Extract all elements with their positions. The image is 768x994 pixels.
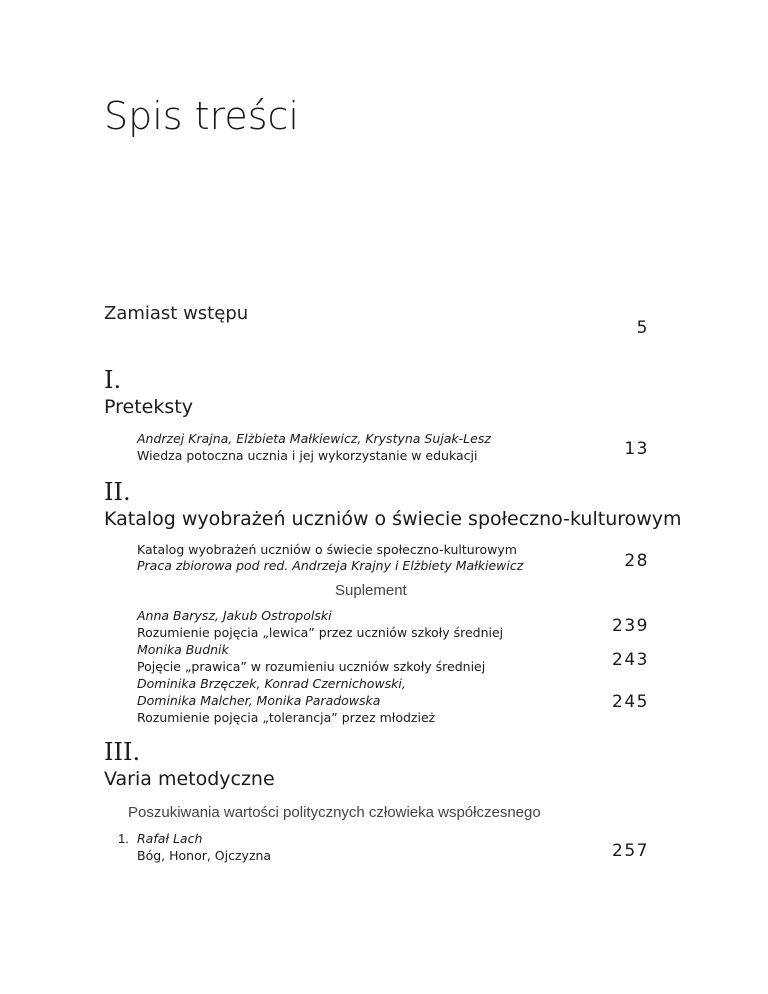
part2-title: Katalog wyobrażeń uczniów o świecie społeczno-kulturowym — [104, 508, 682, 530]
part1-entry-page: 13 — [624, 439, 649, 459]
supplement-1-page: 239 — [612, 616, 649, 636]
supplement-3-authors-line1: Dominika Brzęczek, Konrad Czernichowski, — [137, 676, 406, 691]
supplement-3-page: 245 — [612, 692, 649, 712]
intro-page: 5 — [636, 318, 649, 338]
part1-numeral: I. — [104, 366, 122, 394]
part1-entry-authors: Andrzej Krajna, Elżbieta Małkiewicz, Krystyna Sujak-Lesz — [137, 431, 491, 446]
part1-title: Preteksty — [104, 396, 193, 418]
supplement-3-title: Rozumienie pojęcia „tolerancja” przez młodzież — [137, 710, 436, 725]
supplement-1-authors: Anna Barysz, Jakub Ostropolski — [137, 608, 332, 623]
supplement-1-title: Rozumienie pojęcia „lewica” przez uczniów szkoły średniej — [137, 625, 504, 640]
part3-entry-authors: Rafał Lach — [137, 831, 203, 846]
supplement-2-title: Pojęcie „prawica” w rozumieniu uczniów szkoły średniej — [137, 659, 486, 674]
part2-entry-page: 28 — [624, 551, 649, 571]
supplement-label: Suplement — [335, 582, 407, 599]
part3-numeral: III. — [104, 738, 141, 766]
part3-entry-number: 1. — [118, 831, 129, 846]
supplement-2-authors: Monika Budnik — [137, 642, 229, 657]
part3-entry-page: 257 — [612, 841, 649, 861]
part3-entry-title: Bóg, Honor, Ojczyzna — [137, 848, 272, 863]
part3-title: Varia metodyczne — [104, 768, 275, 790]
page-title: Spis treści — [104, 94, 299, 138]
part2-entry-authors: Praca zbiorowa pod red. Andrzeja Krajny i Elżbiety Małkiewicz — [137, 558, 524, 573]
part2-numeral: II. — [104, 478, 131, 506]
part1-entry-title: Wiedza potoczna ucznia i jej wykorzystanie w edukacji — [137, 448, 478, 463]
intro-label: Zamiast wstępu — [104, 303, 249, 324]
part2-entry-title: Katalog wyobrażeń uczniów o świecie społeczno-kulturowym — [137, 542, 517, 557]
supplement-3-authors-line2: Dominika Malcher, Monika Paradowska — [137, 693, 381, 708]
supplement-2-page: 243 — [612, 650, 649, 670]
part3-subheading: Poszukiwania wartości politycznych człowieka współczesnego — [128, 804, 541, 821]
